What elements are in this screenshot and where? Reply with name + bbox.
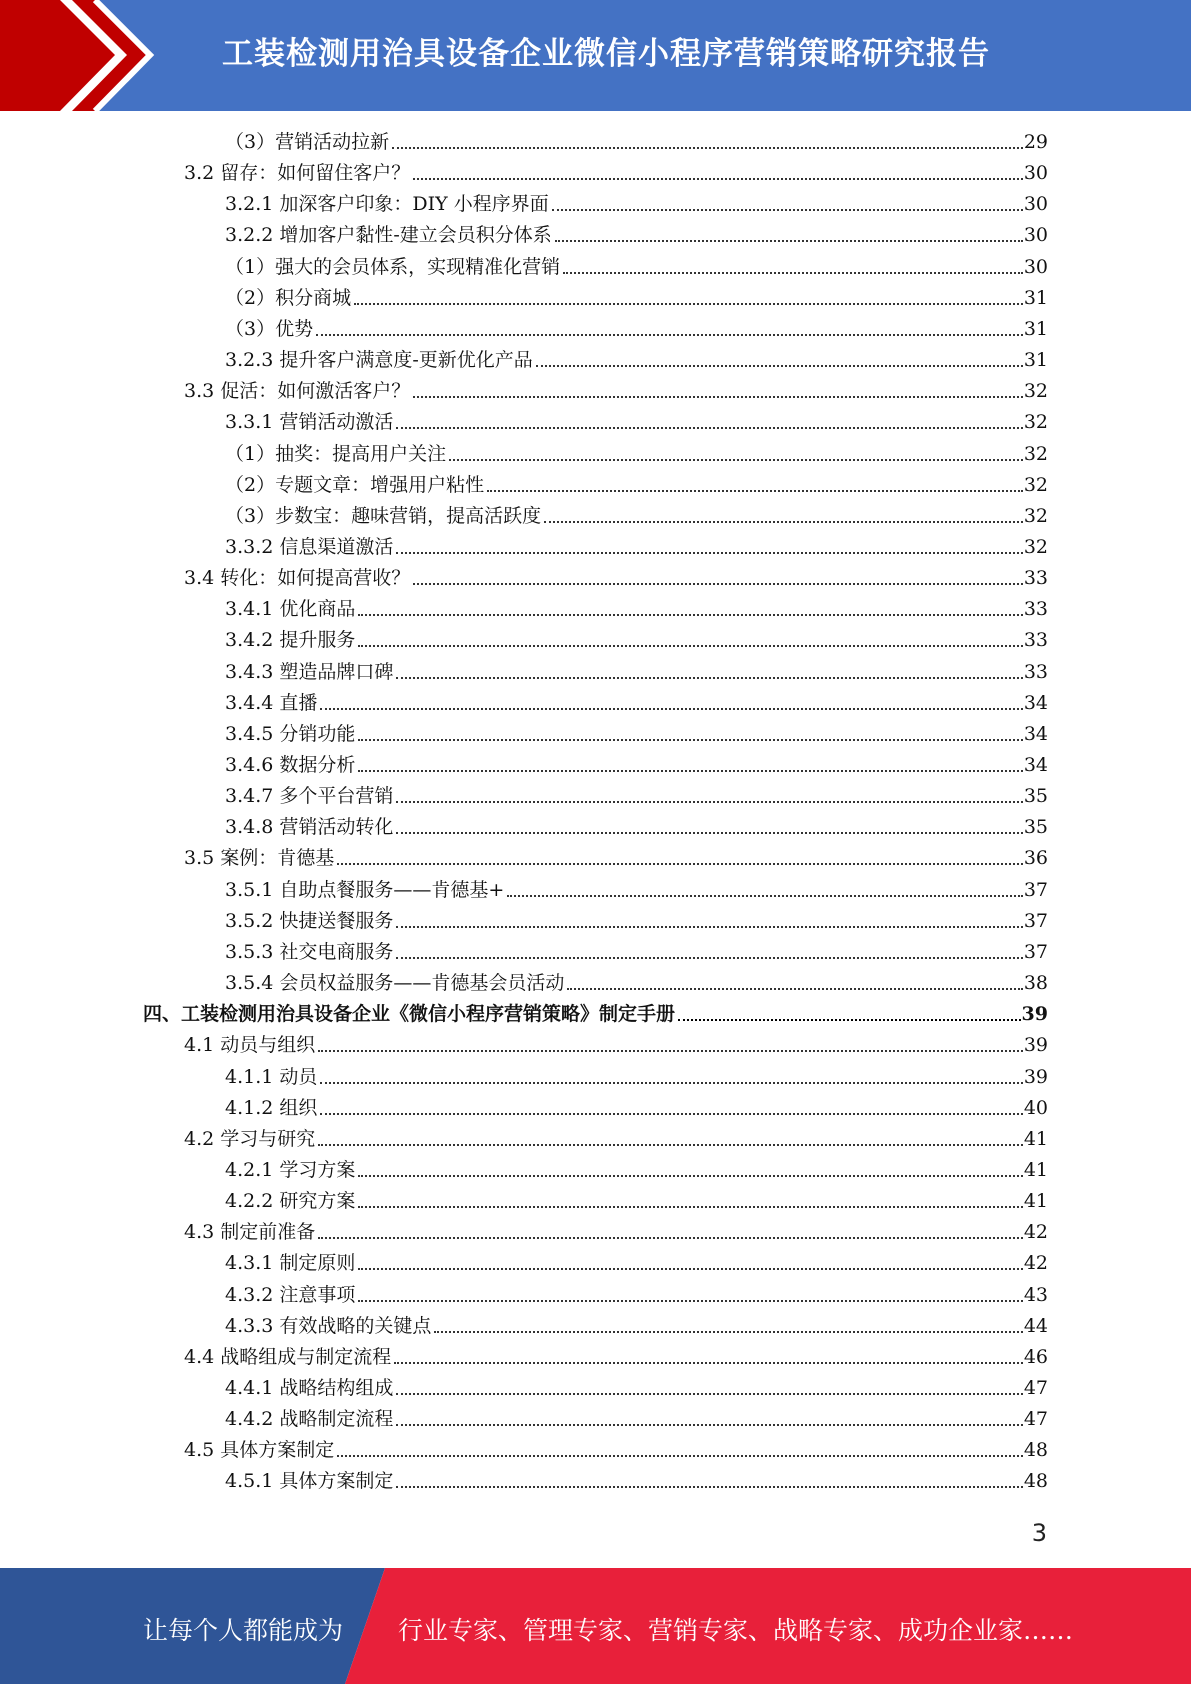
toc-entry[interactable] <box>225 657 1048 688</box>
toc-entry-label: （1）抽奖：提高用户关注 <box>225 442 447 465</box>
toc-dot-leader <box>318 1236 1023 1239</box>
toc-entry-page: 32 <box>1023 504 1048 527</box>
toc-dot-leader <box>555 239 1023 242</box>
toc-entry-label: 4.5.1 具体方案制定 <box>225 1470 394 1493</box>
toc-dot-leader <box>396 800 1022 803</box>
toc-entry-label: 3.4.5 分销功能 <box>225 722 356 745</box>
toc-dot-leader <box>320 707 1022 710</box>
toc-entry-label: 3.5 案例：肯德基 <box>184 847 335 870</box>
toc-entry[interactable] <box>225 1373 1048 1404</box>
toc-entry[interactable] <box>225 189 1048 220</box>
page-number: 3 <box>1031 1519 1047 1547</box>
toc-dot-leader <box>487 489 1023 492</box>
toc-entry[interactable] <box>143 999 1048 1030</box>
toc-entry-label: 3.3 促活：如何激活客户？ <box>184 380 411 403</box>
toc-entry[interactable] <box>225 625 1048 656</box>
toc-dot-leader <box>337 1454 1023 1457</box>
toc-entry-page: 42 <box>1023 1252 1048 1275</box>
toc-dot-leader <box>396 551 1022 554</box>
toc-entry-page: 32 <box>1023 473 1048 496</box>
toc-dot-leader <box>544 520 1023 523</box>
toc-entry-page: 34 <box>1023 722 1048 745</box>
report-title: 工装检测用治具设备企业微信小程序营销策略研究报告 <box>222 36 990 72</box>
toc-dot-leader <box>567 987 1022 990</box>
toc-entry-page: 37 <box>1023 940 1048 963</box>
toc-entry-page: 30 <box>1023 255 1048 278</box>
toc-entry-label: 四、工装检测用治具设备企业《微信小程序营销策略》制定手册 <box>143 1003 676 1026</box>
toc-entry[interactable] <box>225 314 1048 345</box>
toc-entry[interactable] <box>225 283 1048 314</box>
toc-entry[interactable] <box>184 1435 1048 1466</box>
toc-entry-label: 3.2.1 加深客户印象：DIY 小程序界面 <box>225 193 549 216</box>
toc-entry-page: 33 <box>1023 598 1048 621</box>
toc-entry-page: 41 <box>1023 1127 1048 1150</box>
toc-dot-leader <box>413 582 1023 585</box>
toc-entry-label: 3.3.1 营销活动激活 <box>225 411 394 434</box>
toc-dot-leader <box>358 738 1022 741</box>
toc-entry[interactable] <box>225 719 1048 750</box>
toc-entry-label: 3.5.3 社交电商服务 <box>225 940 394 963</box>
toc-entry-page: 32 <box>1023 411 1048 434</box>
toc-dot-leader <box>320 1112 1022 1115</box>
toc-dot-leader <box>552 208 1023 211</box>
toc-entry-page: 47 <box>1023 1408 1048 1431</box>
toc-entry-page: 31 <box>1023 317 1048 340</box>
toc-entry-label: （3）优势 <box>225 317 314 340</box>
toc-dot-leader <box>358 613 1022 616</box>
toc-entry[interactable] <box>225 937 1048 968</box>
toc-entry-label: 4.2 学习与研究 <box>184 1127 316 1150</box>
toc-entry[interactable] <box>184 843 1048 874</box>
toc-entry-label: 3.4.3 塑造品牌口碑 <box>225 660 394 683</box>
toc-dot-leader <box>358 1299 1022 1302</box>
toc-entry-page: 34 <box>1023 691 1048 714</box>
toc-dot-leader <box>320 1081 1022 1084</box>
toc-entry-page: 32 <box>1023 442 1048 465</box>
toc-entry-page: 39 <box>1021 1003 1048 1026</box>
toc-entry[interactable] <box>225 252 1048 283</box>
toc-dot-leader <box>449 458 1023 461</box>
toc-entry-page: 41 <box>1023 1158 1048 1181</box>
toc-entry[interactable] <box>225 812 1048 843</box>
toc-dot-leader <box>396 925 1022 928</box>
toc-entry-page: 48 <box>1023 1439 1048 1462</box>
toc-entry[interactable] <box>225 127 1048 158</box>
toc-entry-page: 30 <box>1023 193 1048 216</box>
toc-entry[interactable] <box>225 594 1048 625</box>
toc-entry-label: 3.4.4 直播 <box>225 691 318 714</box>
toc-entry[interactable] <box>184 1124 1048 1155</box>
toc-entry-label: 3.4 转化：如何提高营收？ <box>184 567 411 590</box>
toc-entry-page: 33 <box>1023 567 1048 590</box>
toc-dot-leader <box>358 1205 1022 1208</box>
toc-dot-leader <box>358 644 1022 647</box>
toc-dot-leader <box>396 956 1022 959</box>
footer-slogan-left: 让每个人都能成为 <box>143 1616 344 1645</box>
toc-entry-page: 30 <box>1023 224 1048 247</box>
toc-entry-page: 43 <box>1023 1283 1048 1306</box>
toc-entry-label: 3.5.2 快捷送餐服务 <box>225 909 394 932</box>
toc-entry[interactable] <box>225 781 1048 812</box>
toc-dot-leader <box>396 1423 1022 1426</box>
toc-entry-label: 4.1.2 组织 <box>225 1096 318 1119</box>
toc-entry[interactable] <box>225 220 1048 251</box>
toc-entry[interactable] <box>225 407 1048 438</box>
toc-entry[interactable] <box>225 1311 1048 1342</box>
toc-entry-label: 4.2.2 研究方案 <box>225 1190 356 1213</box>
toc-entry-label: 3.2 留存：如何留住客户？ <box>184 162 411 185</box>
toc-entry-label: 3.3.2 信息渠道激活 <box>225 535 394 558</box>
toc-entry[interactable] <box>225 532 1048 563</box>
toc-entry-page: 32 <box>1023 535 1048 558</box>
toc-entry[interactable] <box>225 875 1048 906</box>
toc-dot-leader <box>536 364 1023 367</box>
toc-entry[interactable] <box>225 345 1048 376</box>
toc-entry-page: 32 <box>1023 380 1048 403</box>
toc-entry[interactable] <box>225 1248 1048 1279</box>
toc-entry-page: 30 <box>1023 162 1048 185</box>
toc-entry[interactable] <box>225 906 1048 937</box>
toc-entry-label: 4.1 动员与组织 <box>184 1034 316 1057</box>
toc-dot-leader <box>507 894 1023 897</box>
toc-entry[interactable] <box>184 1030 1048 1061</box>
toc-dot-leader <box>396 676 1022 679</box>
toc-entry-label: 4.4.2 战略制定流程 <box>225 1408 394 1431</box>
toc-entry-page: 46 <box>1023 1345 1048 1368</box>
toc-dot-leader <box>354 302 1023 305</box>
toc-dot-leader <box>358 1174 1022 1177</box>
toc-entry-label: 3.2.2 增加客户黏性-建立会员积分体系 <box>225 224 552 247</box>
toc-entry-page: 44 <box>1023 1314 1048 1337</box>
toc-entry-page: 36 <box>1023 847 1048 870</box>
toc-entry-label: 4.5 具体方案制定 <box>184 1439 335 1462</box>
toc-entry-page: 31 <box>1023 349 1048 372</box>
toc-entry-label: 3.4.6 数据分析 <box>225 754 356 776</box>
toc-entry-label: （3）步数宝：趣味营销，提高活跃度 <box>225 504 542 527</box>
page-header <box>0 0 1191 111</box>
toc-dot-leader <box>318 1143 1023 1146</box>
toc-entry-label: 3.5.1 自助点餐服务——肯德基+ <box>225 878 505 901</box>
toc-entry-page: 37 <box>1023 878 1048 901</box>
toc-entry-label: 3.2.3 提升客户满意度-更新优化产品 <box>225 349 533 372</box>
toc-dot-leader <box>678 1018 1021 1021</box>
toc-entry[interactable] <box>225 968 1048 999</box>
toc-entry-label: 3.5.4 会员权益服务——肯德基会员活动 <box>225 972 565 995</box>
toc-entry-label: 4.3.3 有效战略的关键点 <box>225 1314 432 1337</box>
toc-entry[interactable] <box>184 158 1048 189</box>
toc-entry-label: 4.2.1 学习方案 <box>225 1158 356 1181</box>
toc-entry-label: 4.3.1 制定原则 <box>225 1252 356 1275</box>
toc-entry-label: 4.4.1 战略结构组成 <box>225 1377 394 1399</box>
toc-entry[interactable] <box>184 1217 1048 1248</box>
toc-dot-leader <box>413 395 1023 398</box>
toc-dot-leader <box>318 1049 1023 1052</box>
toc-entry[interactable] <box>225 1155 1048 1186</box>
toc-dot-leader <box>392 146 1023 149</box>
toc-entry[interactable] <box>184 563 1048 594</box>
toc-entry-page: 35 <box>1023 816 1048 839</box>
toc-entry[interactable] <box>225 1062 1048 1093</box>
toc-dot-leader <box>396 426 1022 429</box>
toc-entry-label: 3.4.7 多个平台营销 <box>225 785 394 808</box>
toc-entry-label: （2）专题文章：增强用户粘性 <box>225 473 485 496</box>
toc-entry[interactable] <box>225 1280 1048 1311</box>
toc-dot-leader <box>394 1361 1023 1364</box>
toc-entry-label: 3.4.8 营销活动转化 <box>225 816 394 839</box>
toc-entry[interactable] <box>225 688 1048 719</box>
toc-entry[interactable] <box>225 1093 1048 1124</box>
toc-dot-leader <box>396 1392 1022 1395</box>
toc-entry-label: （3）营销活动拉新 <box>225 131 390 153</box>
toc-entry[interactable] <box>184 376 1048 407</box>
toc-entry-page: 35 <box>1023 785 1048 808</box>
toc-entry-label: 4.1.1 动员 <box>225 1065 318 1088</box>
toc-dot-leader <box>396 831 1022 834</box>
footer-slogan-right: 行业专家、管理专家、营销专家、战略专家、成功企业家…… <box>398 1616 1074 1645</box>
toc-entry-label: 3.4.1 优化商品 <box>225 598 356 621</box>
toc-entry[interactable] <box>225 470 1048 501</box>
toc-entry-page: 39 <box>1023 1034 1048 1057</box>
toc-entry[interactable] <box>225 1466 1048 1497</box>
toc-entry-page: 39 <box>1023 1065 1048 1088</box>
toc-entry-page: 29 <box>1023 131 1048 153</box>
toc-entry-label: （2）积分商城 <box>225 286 352 309</box>
toc-entry-page: 34 <box>1023 754 1048 776</box>
toc-entry-label: 4.3.2 注意事项 <box>225 1283 356 1306</box>
toc-entry-page: 31 <box>1023 286 1048 309</box>
toc-entry[interactable] <box>225 1404 1048 1435</box>
toc-dot-leader <box>337 862 1023 865</box>
toc-entry-label: 4.3 制定前准备 <box>184 1221 316 1244</box>
toc-entry-page: 42 <box>1023 1221 1048 1244</box>
toc-entry[interactable] <box>225 439 1048 470</box>
toc-entry-label: （1）强大的会员体系，实现精准化营销 <box>225 255 561 278</box>
toc-dot-leader <box>434 1330 1022 1333</box>
toc-entry[interactable] <box>225 750 1048 781</box>
toc-entry-page: 41 <box>1023 1190 1048 1213</box>
toc-dot-leader <box>413 177 1023 180</box>
toc-entry-page: 37 <box>1023 909 1048 932</box>
toc-entry-label: 4.4 战略组成与制定流程 <box>184 1345 392 1368</box>
toc-entry-page: 47 <box>1023 1377 1048 1399</box>
toc-dot-leader <box>563 271 1023 274</box>
toc-dot-leader <box>316 333 1023 336</box>
toc-entry-label: 3.4.2 提升服务 <box>225 629 356 652</box>
toc-entry-page: 48 <box>1023 1470 1048 1493</box>
toc-entry[interactable] <box>225 501 1048 532</box>
toc-dot-leader <box>358 769 1022 772</box>
toc-entry-page: 33 <box>1023 629 1048 652</box>
toc-entry-page: 33 <box>1023 660 1048 683</box>
page-footer <box>0 1568 1191 1684</box>
toc-entry-page: 40 <box>1023 1096 1048 1119</box>
toc-dot-leader <box>396 1485 1022 1488</box>
toc-entry-page: 38 <box>1023 972 1048 995</box>
toc-entry[interactable] <box>184 1342 1048 1373</box>
toc-dot-leader <box>358 1267 1022 1270</box>
toc-entry[interactable] <box>225 1186 1048 1217</box>
